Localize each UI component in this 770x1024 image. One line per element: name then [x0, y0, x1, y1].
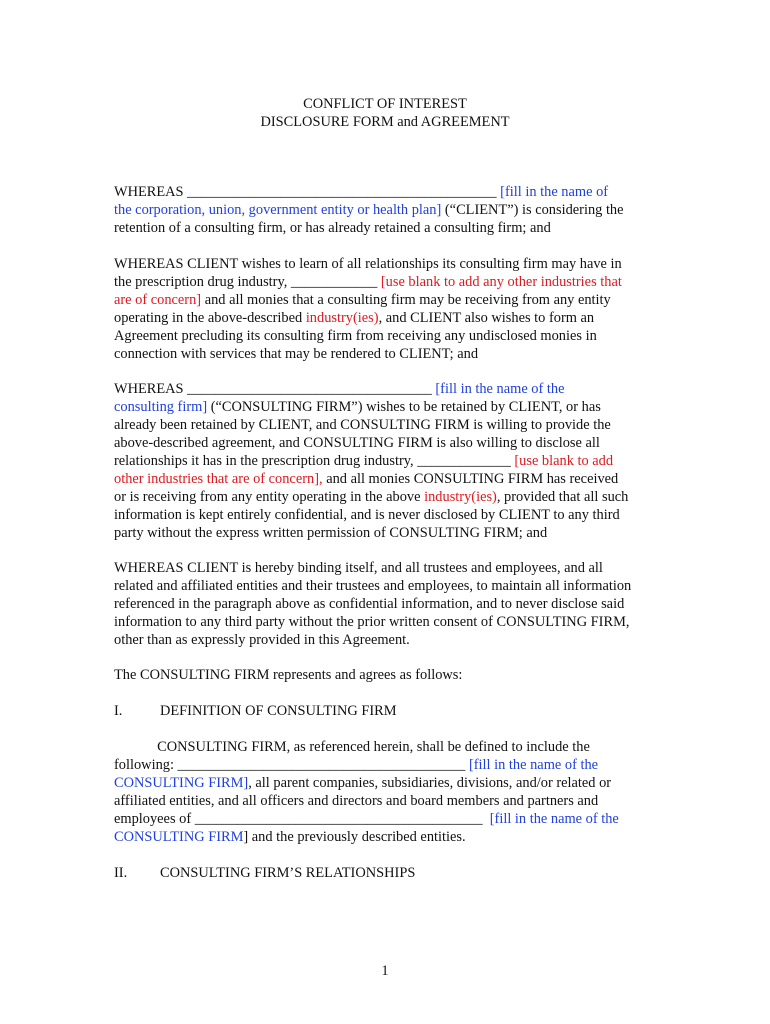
text: and all monies that a consulting firm may be receiving from any entity [201, 292, 611, 308]
text: the prescription drug industry, ____________ [114, 274, 381, 290]
paragraph-4-line-5: other than as expressly provided in this Agreement. [114, 632, 410, 648]
section-1-line-6 [114, 828, 466, 846]
document-title-line-1: CONFLICT OF INTEREST [303, 96, 467, 112]
text: , provided that all such [496, 489, 629, 505]
paragraph-4-line-1: WHEREAS CLIENT is hereby binding itself, and all trustees and employees, and all [114, 560, 603, 576]
instruction-text: [fill in the name of [500, 184, 609, 200]
instruction-text: [use blank to add any other industries that [380, 274, 622, 290]
paragraph-2-line-3 [114, 291, 611, 309]
section-1-line-4: affiliated entities, and all officers and directors and board members and partners and [114, 793, 599, 809]
section-1-line-3 [114, 774, 611, 792]
text: WHEREAS ___________________________________________ [114, 184, 501, 200]
paragraph-3-line-9: party without the express written permission of CONSULTING FIRM; and [114, 525, 548, 541]
section-1-number: I. [114, 703, 123, 719]
text: ] and the previously described entities. [243, 829, 466, 845]
instruction-text: [fill in the name of the [435, 381, 565, 397]
paragraph-1-line-3: retention of a consulting firm, or has already retained a consulting firm; and [114, 220, 551, 236]
section-1-line-5 [114, 810, 619, 828]
paragraph-1-line-2 [114, 201, 624, 219]
instruction-text: CONSULTING FIRM] [114, 775, 249, 791]
text: relationships it has in the prescription drug industry, _____________ [114, 453, 515, 469]
instruction-text: [use blank to add [514, 453, 614, 469]
text: employees of ________________________________________ [114, 811, 490, 827]
paragraph-2-line-5: Agreement precluding its consulting firm from receiving any undisclosed monies in [114, 328, 597, 344]
text: , and CLIENT also wishes to form an [378, 310, 595, 326]
text: operating in the above-described [114, 310, 306, 326]
paragraph-3-line-8: information is kept entirely confidential, and is never disclosed by CLIENT to any third [114, 507, 620, 523]
paragraph-3-line-2 [114, 398, 601, 416]
paragraph-4-line-4: information to any third party without the prior written consent of CONSULTING FIRM, [114, 614, 630, 630]
paragraph-4-line-3: referenced in the paragraph above as confidential information, and to never disclose said [114, 596, 625, 612]
paragraph-1-line-1 [114, 183, 608, 201]
section-1-line-2 [114, 756, 598, 774]
section-1-heading: DEFINITION OF CONSULTING FIRM [160, 703, 397, 719]
paragraph-2-line-2 [114, 273, 622, 291]
instruction-text: industry(ies) [305, 310, 379, 326]
instruction-text: the corporation, union, government entity or health plan] [114, 202, 442, 218]
text: and all monies CONSULTING FIRM has received [322, 471, 619, 487]
paragraph-3-line-3: already been retained by CLIENT, and CONSULTING FIRM is willing to provide the [114, 417, 611, 433]
text: (“CLIENT”) is considering the [441, 202, 624, 218]
text: WHEREAS __________________________________ [114, 381, 436, 397]
paragraph-3-line-1 [114, 380, 564, 398]
paragraph-3-line-4: above-described agreement, and CONSULTING FIRM is also willing to disclose all [114, 435, 600, 451]
section-2-number: II. [114, 865, 128, 881]
text: following: ________________________________________ [114, 757, 469, 773]
instruction-text: industry(ies) [424, 489, 497, 505]
paragraph-3-line-7 [114, 488, 628, 506]
document-title-line-2: DISCLOSURE FORM and AGREEMENT [260, 114, 510, 130]
text: (“CONSULTING FIRM”) wishes to be retained by CLIENT, or has [207, 399, 601, 415]
paragraph-2-line-6: connection with services that may be rendered to CLIENT; and [114, 346, 479, 362]
text: or is receiving from any entity operating in the above [114, 489, 425, 505]
paragraph-3-line-5 [114, 452, 613, 470]
paragraph-2-line-4 [114, 309, 594, 327]
instruction-text: are of concern] [114, 292, 202, 308]
paragraph-5-line-1: The CONSULTING FIRM represents and agrees as follows: [114, 667, 463, 683]
section-1-line-1: CONSULTING FIRM, as referenced herein, shall be defined to include the [114, 739, 590, 755]
paragraph-2-line-1: WHEREAS CLIENT wishes to learn of all relationships its consulting firm may have in [114, 256, 622, 272]
instruction-text: other industries that are of concern], [114, 471, 323, 487]
paragraph-3-line-6 [114, 470, 618, 488]
section-2-heading: CONSULTING FIRM’S RELATIONSHIPS [160, 865, 416, 881]
paragraph-4-line-2: related and affiliated entities and their trustees and employees, to maintain all information [114, 578, 632, 594]
instruction-text: consulting firm] [114, 399, 208, 415]
instruction-text: [fill in the name of the [489, 811, 619, 827]
instruction-text: CONSULTING FIRM [114, 829, 244, 845]
instruction-text: [fill in the name of the [468, 757, 599, 773]
text: , all parent companies, subsidiaries, divisions, and/or related or [248, 775, 612, 791]
page-number: 1 [381, 963, 389, 979]
